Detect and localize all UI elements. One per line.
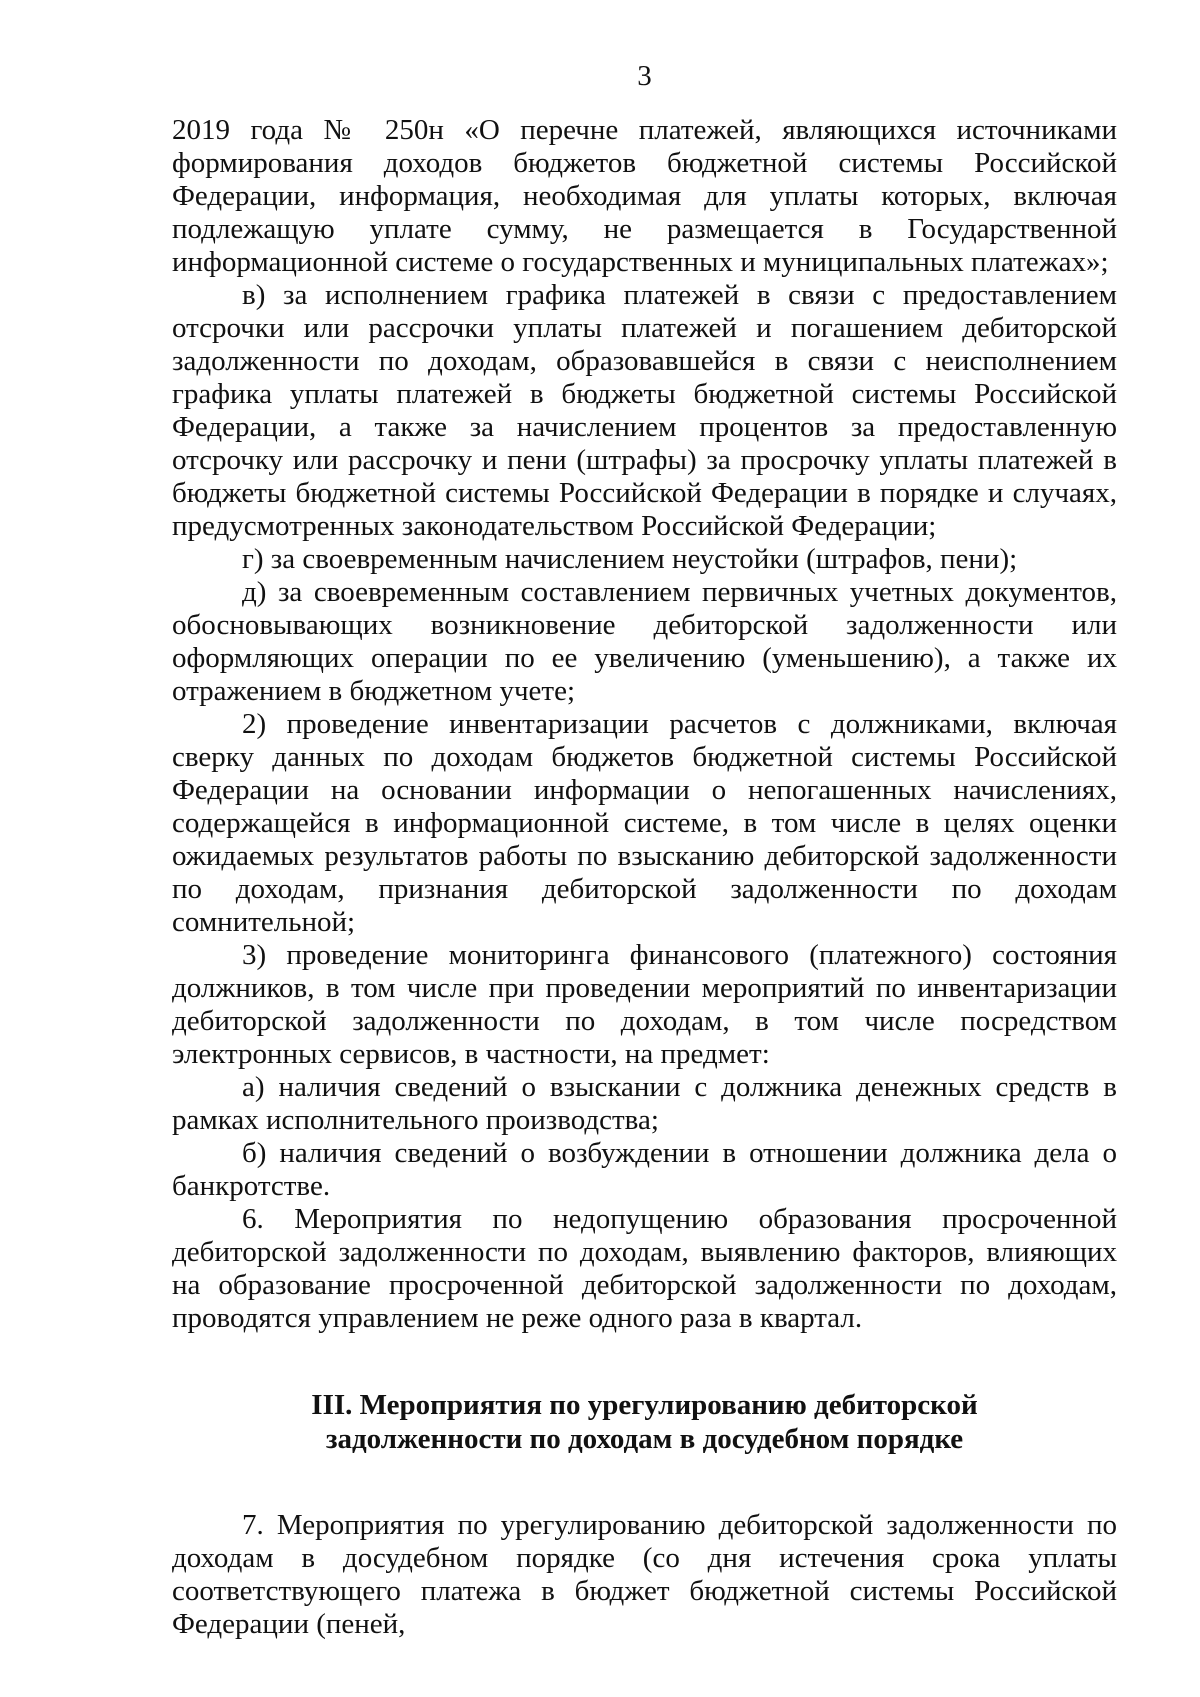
section-heading-line-2: задолженности по доходам в досудебном порядке	[325, 1423, 964, 1455]
paragraph-item-d: д) за своевременным составлением первичных учетных документов, обосновывающих возникновение дебиторской задолженности или оформляющих операции по ее увеличению (уменьшению), а также их отражением в бюджетном учете;	[172, 576, 1117, 707]
paragraph-item-7: 7. Мероприятия по урегулированию дебиторской задолженности по доходам в досудебном порядке (со дня истечения срока уплаты соответствующего платежа в бюджет бюджетной системы Российской Федерации (пеней,	[172, 1509, 1117, 1640]
paragraph-item-2: 2) проведение инвентаризации расчетов с должниками, включая сверку данных по доходам бюджетов бюджетной системы Российской Федерации на основании информации о непогашенных начислениях, содержащейся в информационной системе, в том числе в целях оценки ожидаемых результатов работы по взысканию дебиторской задолженности по доходам, признания дебиторской задолженности по доходам сомнительной;	[172, 708, 1117, 938]
paragraph-item-g: г) за своевременным начислением неустойки (штрафов, пени);	[242, 543, 1018, 575]
paragraph-item-6: 6. Мероприятия по недопущению образования просроченной дебиторской задолженности по доходам, выявлению факторов, влияющих на образование просроченной дебиторской задолженности по доходам, проводятся управлением не реже одного раза в квартал.	[172, 1203, 1117, 1334]
paragraph-item-a: а) наличия сведений о взыскании с должника денежных средств в рамках исполнительного производства;	[172, 1071, 1117, 1136]
paragraph-item-v: в) за исполнением графика платежей в связи с предоставлением отсрочки или рассрочки уплаты платежей и погашением дебиторской задолженности по доходам, образовавшейся в связи с неисполнением графика уплаты платежей в бюджеты бюджетной системы Российской Федерации, а также за начислением процентов за предоставленную отсрочку или рассрочку и пени (штрафы) за просрочку уплаты платежей в бюджеты бюджетной системы Российской Федерации в порядке и случаях, предусмотренных законодательством Российской Федерации;	[172, 279, 1117, 542]
section-heading	[172, 1388, 1117, 1456]
page-number: 3	[637, 60, 652, 92]
paragraph-item-b: б) наличия сведений о возбуждении в отношении должника дела о банкротстве.	[172, 1137, 1117, 1202]
section-heading-line-1: III. Мероприятия по урегулированию дебиторской	[311, 1389, 978, 1421]
paragraph-continuation: 2019 года № 250н «О перечне платежей, являющихся источниками формирования доходов бюджетов бюджетной системы Российской Федерации, информация, необходимая для уплаты которых, включая подлежащую уплате сумму, не размещается в Государственной информационной системе о государственных и муниципальных платежах»;	[172, 114, 1117, 278]
document-page	[172, 60, 1117, 1641]
paragraph-item-3: 3) проведение мониторинга финансового (платежного) состояния должников, в том числе при проведении мероприятий по инвентаризации дебиторской задолженности по доходам, в том числе посредством электронных сервисов, в частности, на предмет:	[172, 939, 1117, 1070]
